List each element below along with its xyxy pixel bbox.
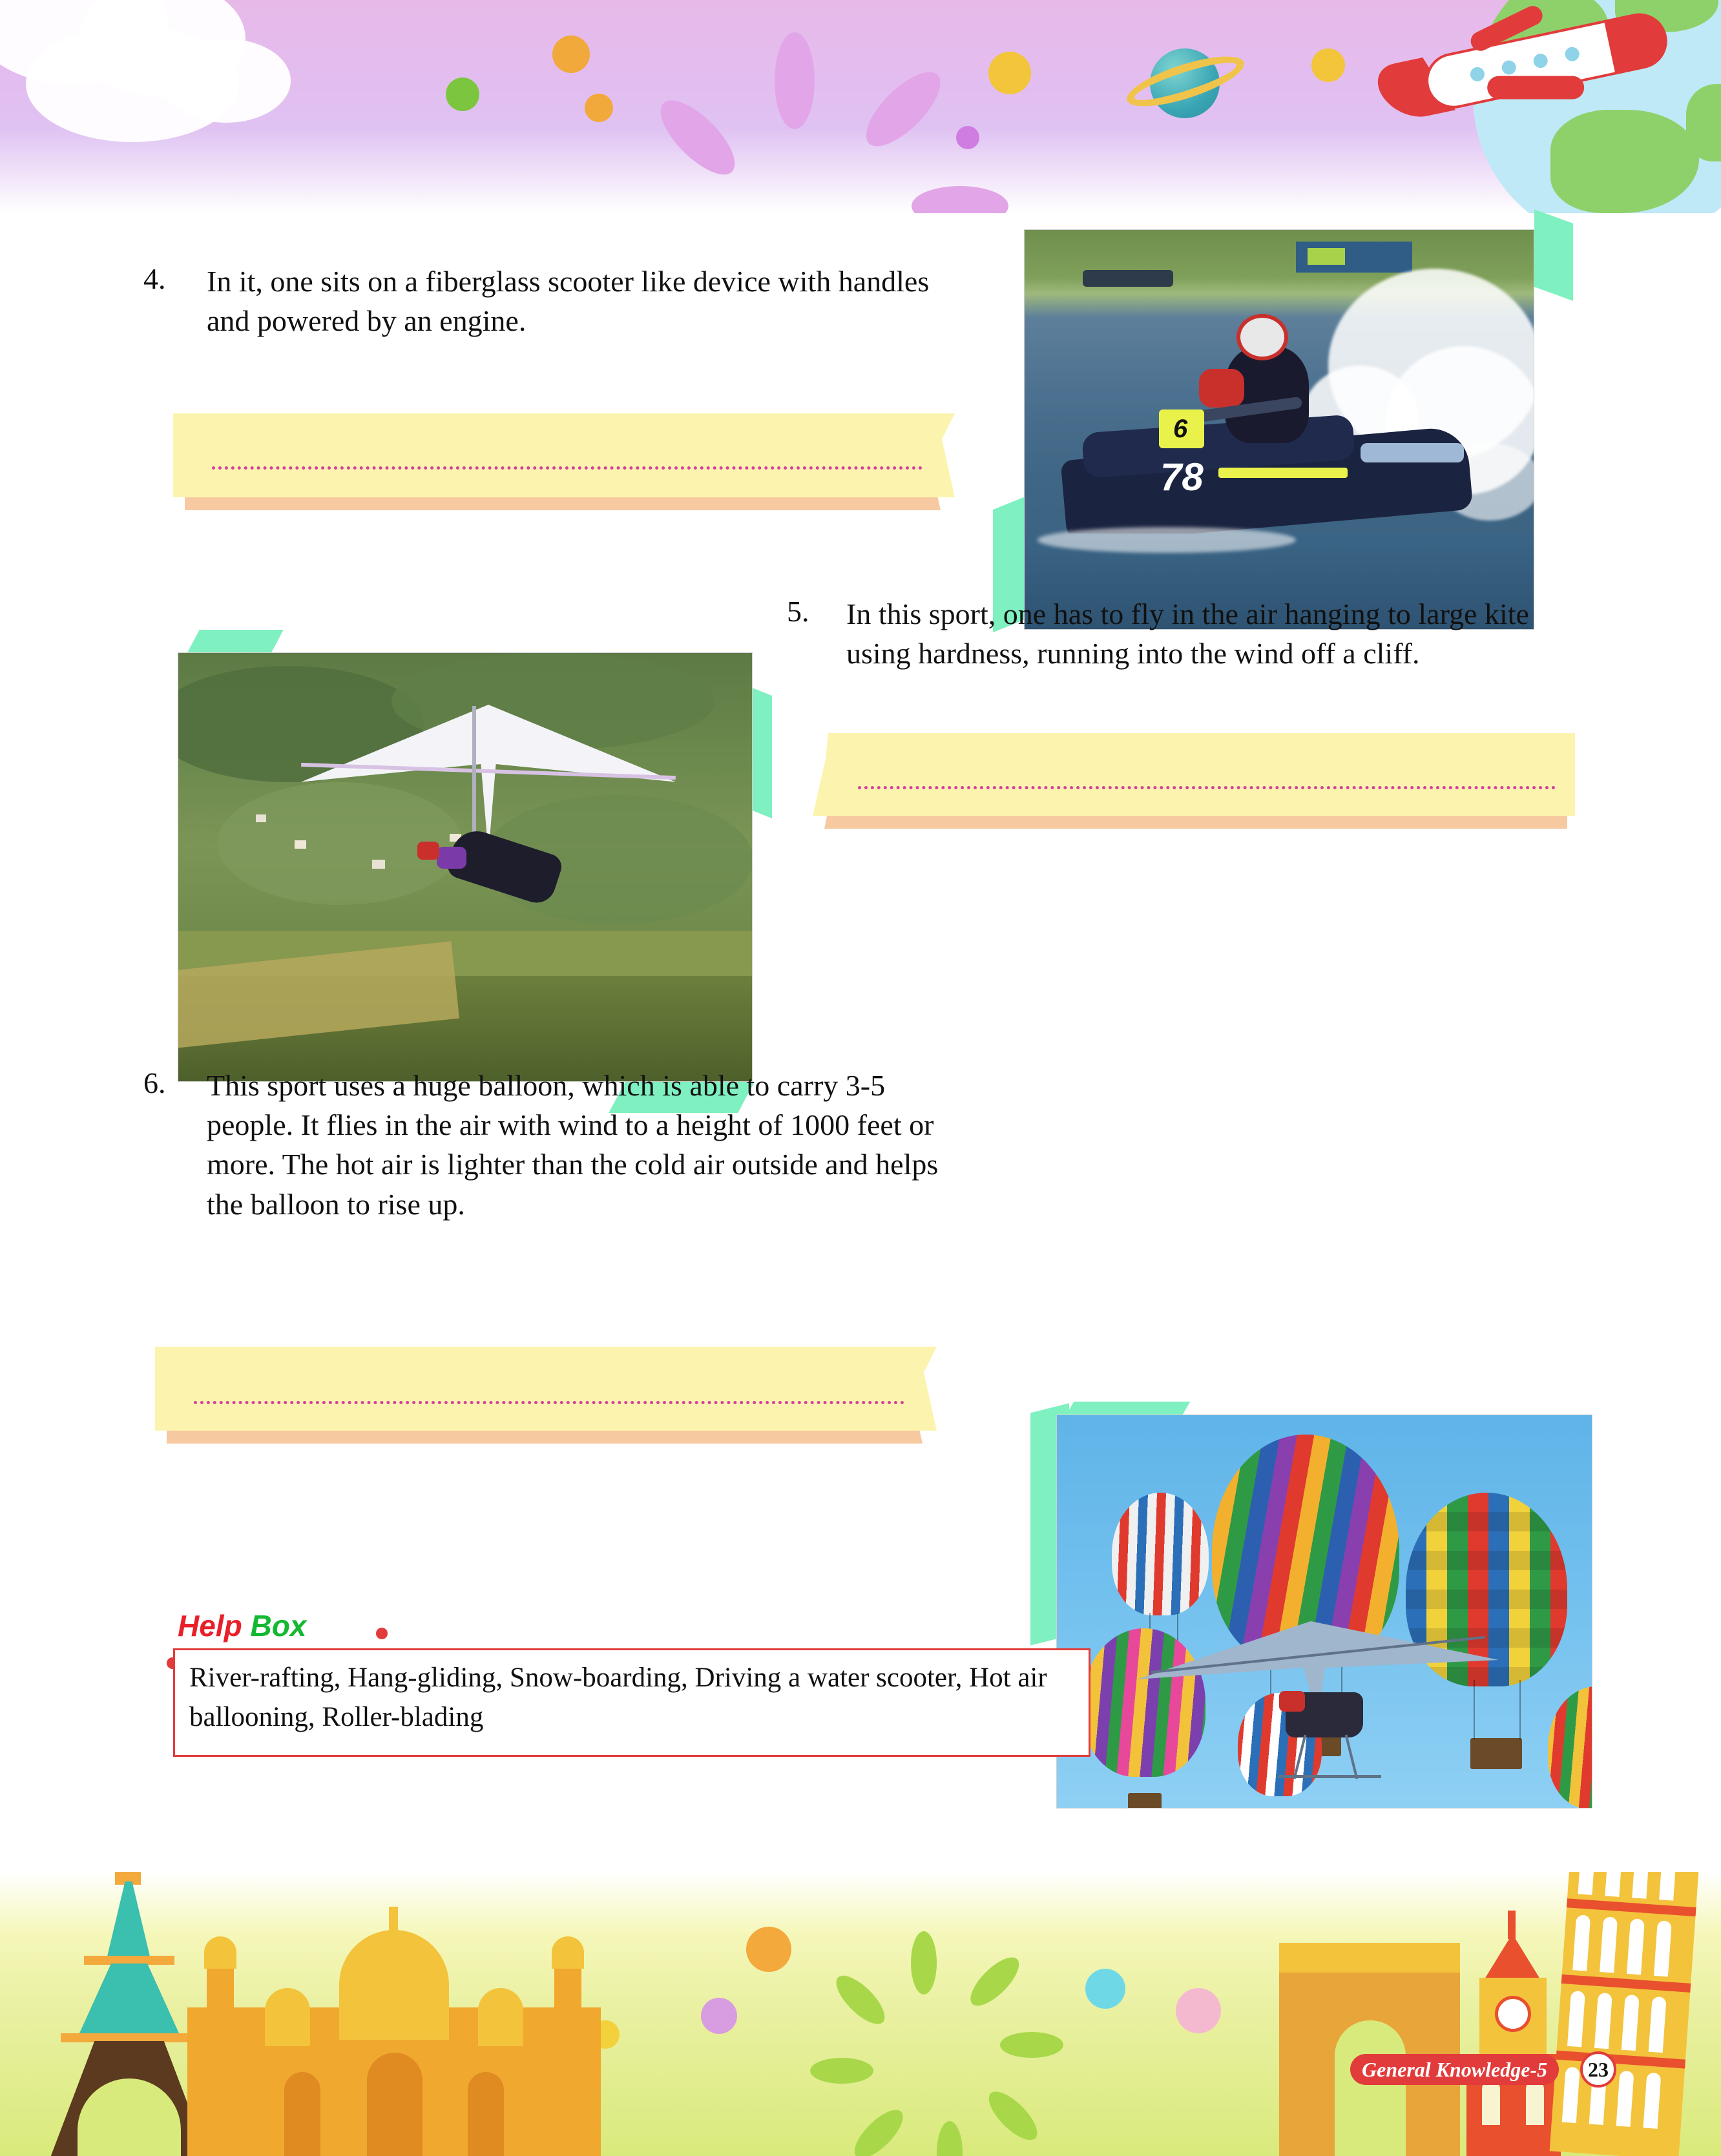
photo-hang-gliding [178,652,753,1082]
list-item-text: In it, one sits on a fiberglass scooter like device with handles and powered by an engine. [207,265,930,338]
balloon-shape [1548,1686,1592,1808]
image-water-scooter [1005,229,1554,649]
answer-blank-1[interactable] [173,413,974,510]
top-decorative-banner [0,0,1721,213]
help-box-title [178,1608,306,1643]
decor-dot [1176,1988,1221,2033]
help-box-title-part2: Box [250,1609,307,1643]
help-box-text: River-rafting, Hang-gliding, Snow-boarding, Driving a water scooter, Hot air ballooning, Roller-blading [189,1663,1047,1733]
decor-dot [701,1998,737,2034]
decor-dot [988,52,1031,94]
decor-dot [956,126,979,149]
taj-mahal-icon [187,1911,601,2156]
decor-dot [746,1927,791,1972]
help-box [173,1648,1090,1757]
decor-dot [1085,1969,1125,2009]
leaning-tower-of-pisa-icon [1537,1872,1720,2156]
list-number: 6. [143,1066,166,1099]
bottom-decorative-banner [0,1872,1721,2156]
answer-blank-2[interactable] [813,733,1607,830]
image-hang-gliding [165,636,778,1114]
list-item-text: In this sport, one has to fly in the air hanging to large kite using hardness, running into the wind off a cliff. [846,597,1529,670]
hang-glider-decor-icon [1124,1608,1512,1809]
answer-blank-3[interactable] [155,1347,963,1444]
cloud-icon [162,39,291,123]
list-number: 4. [143,262,166,295]
list-item-text: This sport uses a huge balloon, which is able to carry 3-5 people. It flies in the air with wind to a height of 1000 feet or more. The hot air is lighter than the cold air outside and helps the balloon to rise up. [207,1069,939,1221]
help-box-title-dot [376,1628,388,1639]
footer-book-title: General Knowledge-5 [1350,2054,1559,2085]
india-gate-icon [1279,1943,1460,2156]
decor-dot [585,94,613,122]
balloon-shape [1112,1493,1209,1615]
decor-dot [552,36,590,73]
decor-dot [1311,48,1345,82]
help-box-title-part1: Help [178,1609,242,1643]
ribbon-surface [155,1347,937,1431]
answer-dotted-line [858,786,1556,789]
ribbon-surface [813,733,1575,816]
list-number: 5. [787,595,809,628]
decor-dot [446,78,479,111]
page-number-badge: 23 [1580,2051,1616,2088]
jetski-bib-number: 6 [1173,415,1188,443]
photo-water-scooter [1024,229,1534,630]
jetski-hull-number: 78 [1160,455,1204,499]
answer-dotted-line [212,466,923,470]
answer-dotted-line [194,1401,904,1404]
ribbon-surface [173,413,955,497]
photo-accent-shape [1534,209,1573,301]
